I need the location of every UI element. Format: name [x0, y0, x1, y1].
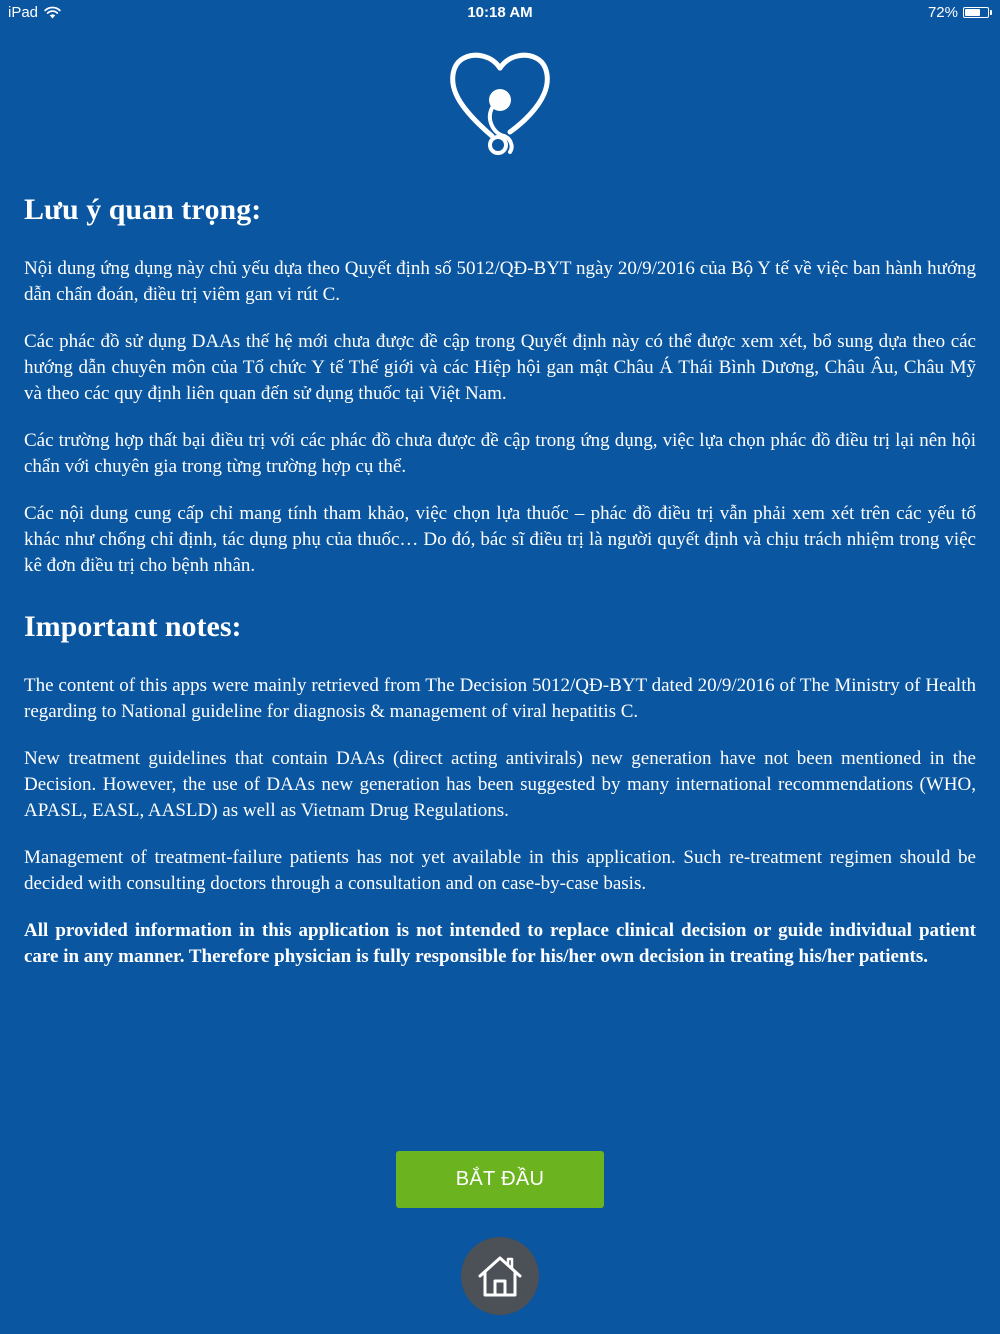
vietnamese-heading: Lưu ý quan trọng:	[24, 193, 262, 226]
vietnamese-paragraph-3: Các trường hợp thất bại điều trị với các phác đồ chưa được đề cập trong ứng dụng, việc lựa chọn phác đồ điều trị lại nên hội chẩn với chuyên gia trong từng trường hợp cụ thể.	[24, 430, 976, 477]
english-paragraph-1: The content of this apps were mainly retrieved from The Decision 5012/QĐ-BYT dated 20/9/2016 of The Ministry of Health regarding to National guideline for diagnosis & management of viral hepatitis C.	[24, 675, 976, 722]
status-right	[928, 4, 992, 21]
notes-content	[24, 188, 976, 991]
battery-percent: 72%	[927, 4, 958, 21]
english-paragraph-3: Management of treatment-failure patients has not yet available in this application. Such re-treatment regimen should be decided with consulting doctors through a consultation and on case-by-case basis.	[24, 847, 976, 894]
home-icon	[477, 1254, 523, 1298]
device-name: iPad	[8, 4, 39, 21]
vietnamese-paragraph-1: Nội dung ứng dụng này chủ yếu dựa theo Quyết định số 5012/QĐ-BYT ngày 20/9/2016 của Bộ Y tế về việc ban hành hướng dẫn chẩn đoán, điều trị viêm gan vi rút C.	[24, 258, 976, 305]
home-button[interactable]	[461, 1237, 539, 1315]
start-button[interactable]: BẮT ĐẦU	[396, 1151, 604, 1208]
vietnamese-paragraph-4: Các nội dung cung cấp chỉ mang tính tham khảo, việc chọn lựa thuốc – phác đồ điều trị vẫn phải xem xét trên các yếu tố khác như chống chỉ định, tác dụng phụ của thuốc… Do đó, bác sĩ điều trị là người quyết định và chịu trách nhiệm trong việc kê đơn điều trị cho bệnh nhân.	[24, 503, 976, 576]
status-bar	[0, 0, 1000, 28]
english-disclaimer: All provided information in this application is not intended to replace clinical decision or guide individual patient care in any manner. Therefore physician is fully responsible for his/her own decision in treating his/her patients.	[24, 920, 976, 967]
english-paragraph-2: New treatment guidelines that contain DAAs (direct acting antivirals) new generation have not been mentioned in the Decision. However, the use of DAAs new generation has been suggested by many international recommendations (WHO, APASL, EASL, AASLD) as well as Vietnam Drug Regulations.	[24, 748, 976, 821]
battery-icon	[963, 7, 989, 18]
heart-stethoscope-icon	[448, 50, 552, 160]
status-time: 10:18 AM	[467, 4, 533, 21]
battery-cap	[990, 10, 992, 15]
battery-level	[965, 9, 980, 16]
vietnamese-paragraph-2: Các phác đồ sử dụng DAAs thế hệ mới chưa được đề cập trong Quyết định này có thể được xem xét, bổ sung dựa theo các hướng dẫn chuyên môn của Tổ chức Y tế Thế giới và các Hiệp hội gan mật Châu Á Thái Bình Dương, Châu Âu, Châu Mỹ và theo các quy định liên quan đến sử dụng thuốc tại Việt Nam.	[24, 331, 976, 404]
english-heading: Important notes:	[24, 610, 242, 643]
